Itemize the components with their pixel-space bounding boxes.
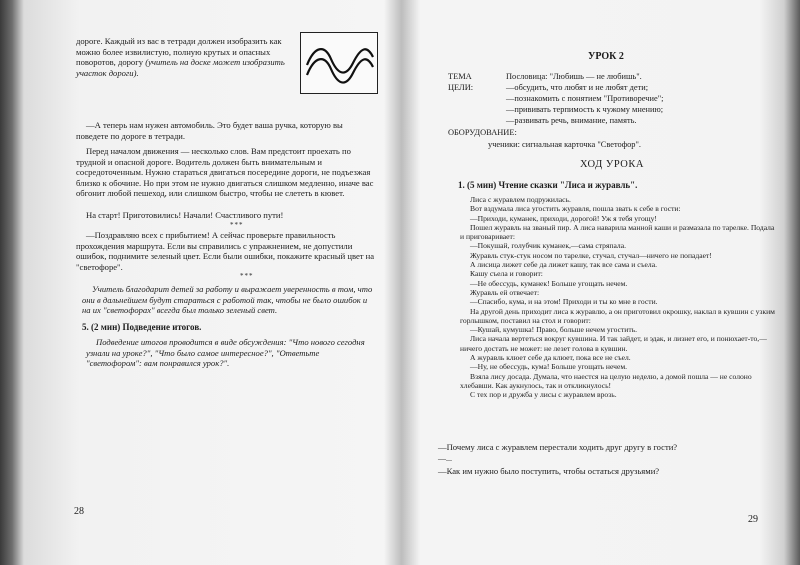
question-1-tail: —...: [438, 454, 452, 463]
equipment-label: ОБОРУДОВАНИЕ:: [448, 128, 517, 137]
story-line: Взяла лису досада. Думала, что наестся на целую неделю, а домой пошла — не солоно хлебавши. Как аукнулось, так и откликнулось!: [460, 371, 752, 390]
question-1: —Почему лиса с журавлем перестали ходить друг другу в гости?: [438, 442, 678, 452]
row-value: —прививать терпимость к чужому мнению;: [506, 105, 664, 114]
story-line: С тех пор и дружба у лисы с журавлем врозь.: [470, 390, 617, 400]
story-text: [460, 195, 780, 400]
row-key: ТЕМА: [448, 72, 472, 81]
story-line: Кашу съела и говорит:: [470, 269, 543, 279]
story-line: —Кушай, кумушка! Право, больше нечем угостить.: [470, 325, 638, 335]
separator-stars: ***: [230, 221, 244, 229]
row-value: Пословица: "Любишь — не любишь".: [506, 72, 642, 81]
story-line: На другой день приходит лиса к журавлю, а он приготовил окрошку, наклал в кувшин с узким горлышком, поставил на стол и говорит:: [460, 306, 775, 325]
section5-title: 5. (2 мин) Подведение итогов.: [82, 322, 202, 332]
row-value: —развивать речь, внимание, память.: [506, 116, 637, 125]
row-value: —познакомить с понятием "Противоречие";: [506, 94, 664, 103]
left-page: [30, 0, 400, 565]
paragraph-start: На старт! Приготовились! Начали! Счастливого пути!: [86, 210, 284, 220]
intro-paragraph: [76, 36, 296, 78]
row-value: —обсудить, что любят и не любят дети;: [506, 83, 649, 92]
question-2: —Как им нужно было поступить, чтобы остаться друзьями?: [438, 466, 660, 476]
story-line: Лиса с журавлем подружилась.: [470, 195, 571, 204]
right-page: [408, 0, 778, 565]
story-line: Вот вздумала лиса угостить журавля, пошла звать к себе в гости:: [470, 204, 681, 214]
story-line: —Не обессудь, куманек! Больше угощать нечем.: [470, 278, 628, 288]
story-line: Журавль ей отвечает:: [470, 287, 540, 297]
story-line: —Спасибо, кума, и на этом! Приходи и ты ко мне в гости.: [470, 297, 658, 307]
intro-note: (учитель на доске может изобразить участок дороги).: [76, 57, 285, 78]
story-line: —Приходи, куманек, приходи, дорогой! Уж я тебя угощу!: [470, 213, 657, 223]
row-key: ЦЕЛИ:: [448, 83, 474, 92]
winding-road-drawing: [300, 32, 378, 94]
intro-text: дороге. Каждый из вас в тетради должен изобразить как можно более извилистую, полную крутых и опасных поворотов, дорогу: [76, 36, 282, 68]
paragraph-instructions: Перед началом движения — несколько слов. Вам предстоит проехать по трудной и опасной дороге. Водитель должен быть внимательным и сосредоточенным. Нужно стараться двигаться посередине дороги, не подъезжая близко к обочине. Но при этом не нужно двигаться слишком медленно, иначе вас обгонит любой пешеход, или слишком быстро, чтобы не слететь в кювет.: [76, 146, 374, 199]
story-line: Пошел журавль на званый пир. А лиса наварила манной каши и размазала по тарелке. Подала и приговаривает:: [460, 222, 775, 242]
section5-text: Подведение итогов проводится в виде обсуждения: "Что нового сегодня узнали на уроке?", "Что было самое интересное?", "Ответьте "светофором": вам понравился урок?".: [86, 337, 365, 369]
story-line: Журавль стук-стук носом по тарелке, стучал, стучал—ничего не попадает!: [470, 250, 712, 260]
page-number-right: 29: [748, 514, 758, 525]
equipment-value: ученики: сигнальная карточка "Светофор".: [488, 140, 642, 149]
story-line: —Ну, не обессудь, кума! Больше угощать нечем.: [470, 362, 628, 372]
section1-title: 1. (5 мин) Чтение сказки "Лиса и журавль".: [458, 180, 638, 190]
paragraph-pen: —А теперь нам нужен автомобиль. Это будет ваша ручка, которую вы поведете по дороге в тетради.: [76, 120, 343, 141]
story-line: —Покушай, голубчик куманек,—сама стряпала.: [470, 241, 626, 251]
lesson-title: УРОК 2: [588, 51, 624, 62]
paragraph-congrats: —Поздравляю всех с прибытием! А сейчас проверьте правильность прохождения маршрута. Если вы справились с упражнением, не допустили ошибок, поднимите зеленый цвет. Если были ошибки, покажите красный цвет на "светофоре".: [76, 230, 375, 272]
story-line: А лисица лижет себе да лижет кашу, так все сама и съела.: [470, 260, 657, 270]
story-line: А журавль клюет себе да клюет, пока все не съел.: [470, 353, 631, 363]
page-number-left: 28: [74, 506, 84, 517]
separator-stars-2: ***: [240, 272, 254, 280]
teacher-note: Учитель благодарит детей за работу и выражает уверенность в том, что они в дальнейшем будут стараться с работой так, чтобы не было ошибок и на их "светофорах" всегда был только зеленый свет.: [82, 284, 373, 316]
story-line: Лиса начала вертеться вокруг кувшина. И так зайдет, и эдак, и лизнет его, и понюхает-то,—ничего достать не может: не лезет голова в кувшин.: [460, 334, 767, 353]
course-title: ХОД УРОКА: [580, 159, 644, 170]
